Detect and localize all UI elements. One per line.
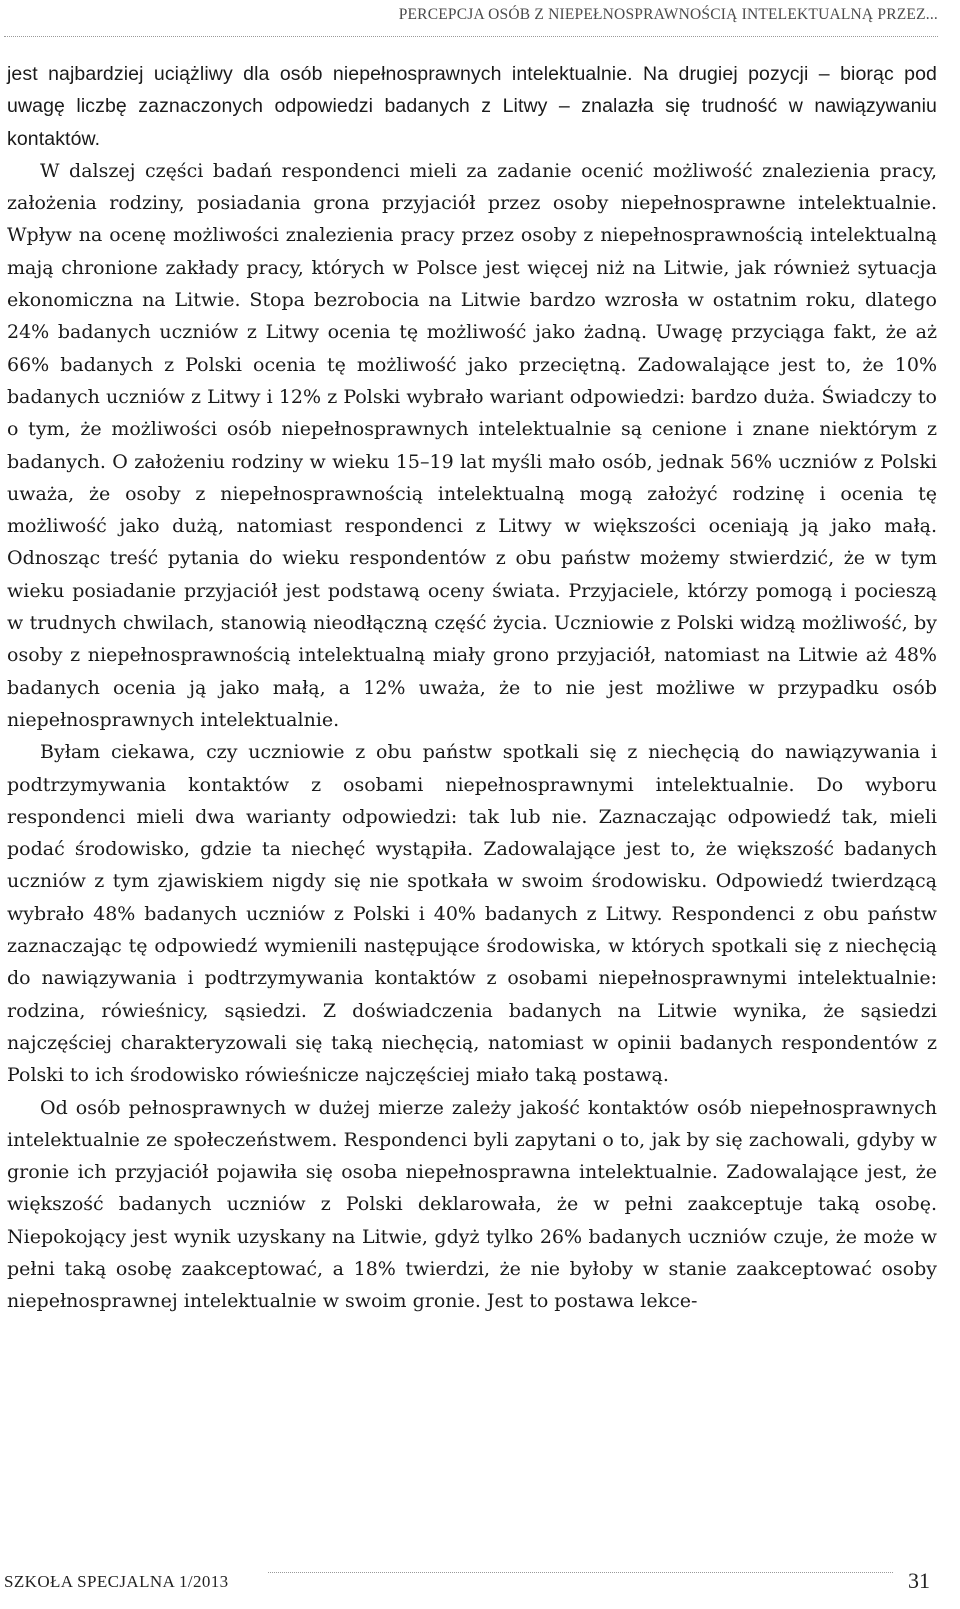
running-header: PERCEPCJA OSÓB Z NIEPEŁNOSPRAWNOŚCIĄ INTELEKTUALNĄ PRZEZ... xyxy=(398,6,938,23)
footer-journal-title: SZKOŁA SPECJALNA 1/2013 xyxy=(4,1572,229,1591)
body-paragraph-1: W dalszej części badań respondenci mieli za zadanie ocenić możliwość znalezienia pracy, założenia rodziny, posiadania grona przyjaciół przez osoby niepełnosprawne intelektualnie. Wpływ na ocenę możliwości znalezienia pracy przez osoby z niepełnosprawnością intelektualną mają chronione zakłady pracy, których w Polsce jest więcej niż na Litwie, jak również sytuacja ekonomiczna na Litwie. Stopa bezrobocia na Litwie bardzo wzrosła w ostatnim roku, dlatego 24% badanych uczniów z Litwy ocenia tę możliwość jako żadną. Uwagę przyciąga fakt, że aż 66% badanych z Polski ocenia tę możliwość jako przeciętną. Zadowalające jest to, że 10% badanych uczniów z Litwy i 12% z Polski wybrało wariant odpowiedzi: bardzo duża. Świadczy to o tym, że możliwości osób niepełnosprawnych intelektualnie są cenione i znane niektórym z badanych. O założeniu rodziny w wieku 15–19 lat myśli mało osób, jednak 56% uczniów z Polski uważa, że osoby z niepełnosprawnością intelektualną mogą założyć rodzinę i ocenia tę możliwość jako dużą, natomiast respondenci z Litwy w większości oceniają ją jako małą. Odnosząc treść pytania do wieku respondentów z obu państw możemy stwierdzić, że w tym wieku posiadanie przyjaciół jest podstawą oceny świata. Przyjaciele, którzy pomogą i pocieszą w trudnych chwilach, stanowią nieodłączną część życia. Uczniowie z Polski widzą możliwość, by osoby z niepełnosprawnością intelektualną miały grono przyjaciół, natomiast na Litwie aż 48% badanych ocenia ją jako małą, a 12% uważa, że to nie jest możliwe w przypadku osób niepełnosprawnych intelektualnie. xyxy=(7,159,937,731)
body-paragraph-3: Od osób pełnosprawnych w dużej mierze zależy jakość kontaktów osób niepełnosprawnych intelektualnie ze społeczeństwem. Respondenci byli zapytani o to, jak by się zachowali, gdyby w gronie ich przyjaciół pojawiła się osoba niepełnosprawna intelektualnie. Zadowalające jest, że większość badanych uczniów z Polski deklarowała, że w pełni zaakceptuje taką osobę. Niepokojący jest wynik uzyskany na Litwie, gdyż tylko 26% badanych uczniów czuje, że może w pełni taką osobę zaakceptować, a 18% twierdzi, że nie byłoby w stanie zaakceptować osoby niepełnosprawnej intelektualnie w swoim gronie. Jest to postawa lekce- xyxy=(7,1096,937,1313)
page-number: 31 xyxy=(908,1568,930,1593)
lead-text: jest najbardziej uciążliwy dla osób niepełnosprawnych intelektualnie. Na drugiej pozycji – biorąc pod uwagę liczbę zaznaczonych odpowiedzi badanych z Litwy – znalazła się trudność w nawiązywaniu kontaktów. xyxy=(7,63,937,150)
body-paragraph-2: Byłam ciekawa, czy uczniowie z obu państw spotkali się z niechęcią do nawiązywania i podtrzymywania kontaktów z osobami niepełnosprawnymi intelektualnie. Do wyboru respondenci mieli dwa warianty odpowiedzi: tak lub nie. Zaznaczając odpowiedź tak, mieli podać środowisko, gdzie ta niechęć wystąpiła. Zadowalające jest to, że większość badanych uczniów z tym zjawiskiem nigdy się nie spotkała w swoim środowisku. Odpowiedź twierdzącą wybrało 48% badanych uczniów z Polski i 40% badanych z Litwy. Respondenci z obu państw zaznaczając tę odpowiedź wymienili następujące środowiska, w których spotkali się z niechęcią do nawiązywania i podtrzymywania kontaktów z osobami niepełnosprawnymi intelektualnie: rodzina, rówieśnicy, sąsiedzi. Z doświadczenia badanych na Litwie wynika, że sąsiedzi najczęściej charakteryzowali się taką niechęcią, natomiast w opinii badanych respondentów z Polski to ich środowisko rówieśnicze najczęściej miało taką postawą. xyxy=(7,741,937,1087)
footer-divider xyxy=(268,1572,893,1573)
lead-paragraph xyxy=(7,58,937,155)
header-divider xyxy=(4,36,938,37)
article-body xyxy=(7,58,937,1318)
